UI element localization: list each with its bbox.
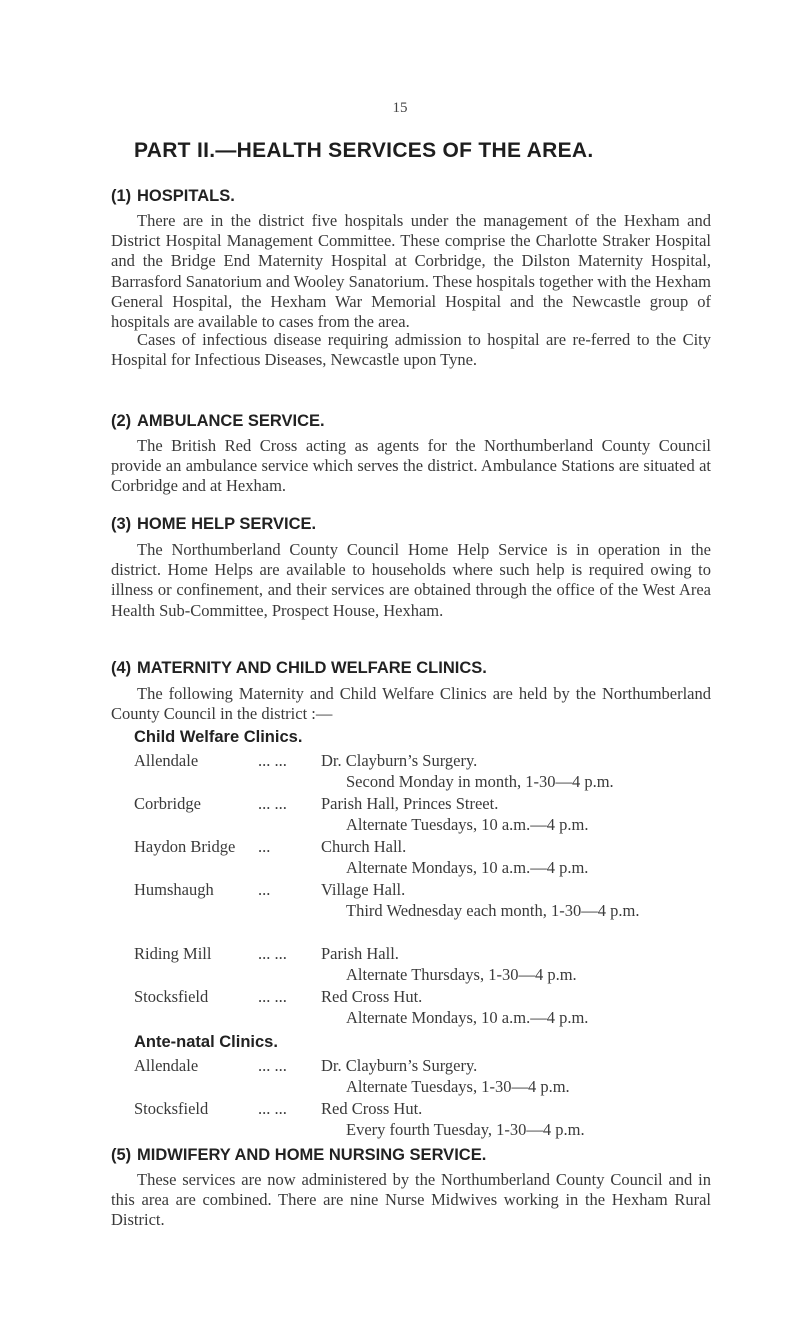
section-number: (1) <box>111 187 132 205</box>
section-heading-home-help-service <box>111 515 316 534</box>
clinic-place: Riding Mill <box>134 944 212 963</box>
section-number: (3) <box>111 515 132 533</box>
clinic-time: Alternate Mondays, 10 a.m.—4 p.m. <box>346 858 589 877</box>
clinic-time: Second Monday in month, 1-30—4 p.m. <box>346 772 614 791</box>
page-number: 15 <box>392 100 408 116</box>
clinic-place: Haydon Bridge <box>134 837 236 856</box>
clinic-venue: Dr. Clayburn’s Surgery. <box>321 1056 478 1075</box>
clinic-venue: Dr. Clayburn’s Surgery. <box>321 751 478 770</box>
section-title: AMBULANCE SERVICE. <box>137 412 325 430</box>
hospitals-paragraph-1: There are in the district five hospitals under the management of the Hexham and District Hospital Management Committee. These comprise the Charlotte Straker Hospital and the Bridge End Maternity Hospital at Corbridge, the Dilston Maternity Hospital, Barrasford Sanatorium and Wooley Sanatorium. These hospitals together with the Hexham General Hospital, the Hexham War Memorial Hospital and the Newcastle group of hospitals are available to cases from the area. <box>111 211 711 332</box>
clinic-place: Allendale <box>134 1056 199 1075</box>
section-title: MATERNITY AND CHILD WELFARE CLINICS. <box>137 659 487 677</box>
leader-dots: ... <box>258 880 271 899</box>
clinic-time: Every fourth Tuesday, 1-30—4 p.m. <box>346 1120 585 1139</box>
child-welfare-clinics-heading: Child Welfare Clinics. <box>134 728 303 746</box>
clinic-time: Alternate Mondays, 10 a.m.—4 p.m. <box>346 1008 589 1027</box>
section-title: HOME HELP SERVICE. <box>137 515 317 533</box>
clinic-place: Humshaugh <box>134 880 214 899</box>
section-title: MIDWIFERY AND HOME NURSING SERVICE. <box>137 1146 487 1164</box>
clinic-venue: Red Cross Hut. <box>321 987 423 1006</box>
clinic-time: Third Wednesday each month, 1-30—4 p.m. <box>346 901 640 920</box>
clinic-place: Allendale <box>134 751 199 770</box>
clinic-venue: Church Hall. <box>321 837 407 856</box>
section-heading-ambulance-service <box>111 412 325 431</box>
clinic-venue: Red Cross Hut. <box>321 1099 423 1118</box>
clinic-place: Stocksfield <box>134 1099 209 1118</box>
clinic-time: Alternate Tuesdays, 1-30—4 p.m. <box>346 1077 570 1096</box>
clinic-place: Stocksfield <box>134 987 209 1006</box>
leader-dots: ... ... <box>258 987 287 1006</box>
clinic-venue: Parish Hall. <box>321 944 399 963</box>
midwifery-paragraph: These services are now administered by the Northumberland County Council and in this area are combined. There are nine Nurse Midwives working in the Hexham Rural District. <box>111 1170 711 1230</box>
part-title: PART II.—HEALTH SERVICES OF THE AREA. <box>134 139 594 162</box>
leader-dots: ... ... <box>258 1099 287 1118</box>
leader-dots: ... ... <box>258 794 287 813</box>
section-heading-midwifery-service <box>111 1146 486 1165</box>
leader-dots: ... ... <box>258 751 287 770</box>
clinic-place: Corbridge <box>134 794 201 813</box>
leader-dots: ... ... <box>258 944 287 963</box>
section-number: (4) <box>111 659 132 677</box>
section-heading-maternity-clinics <box>111 659 487 678</box>
section-title: HOSPITALS. <box>137 187 235 205</box>
section-heading-hospitals <box>111 187 235 206</box>
hospitals-paragraph-2: Cases of infectious disease requiring admission to hospital are re-ferred to the City Hospital for Infectious Diseases, Newcastle upon Tyne. <box>111 330 711 370</box>
maternity-paragraph: The following Maternity and Child Welfare Clinics are held by the Northumberland County Council in the district :— <box>111 684 711 724</box>
leader-dots: ... ... <box>258 1056 287 1075</box>
ante-natal-clinics-heading: Ante-natal Clinics. <box>134 1033 278 1051</box>
clinic-time: Alternate Tuesdays, 10 a.m.—4 p.m. <box>346 815 589 834</box>
home-help-paragraph: The Northumberland County Council Home Help Service is in operation in the district. Home Helps are available to households where such help is required owing to illness or confinement, and their services are obtained through the office of the West Area Health Sub-Committee, Prospect House, Hexham. <box>111 540 711 620</box>
clinic-time: Alternate Thursdays, 1-30—4 p.m. <box>346 965 577 984</box>
section-number: (2) <box>111 412 132 430</box>
section-number: (5) <box>111 1146 132 1164</box>
ambulance-paragraph: The British Red Cross acting as agents for the Northumberland County Council provide an ambulance service which serves the district. Ambulance Stations are situated at Corbridge and at Hexham. <box>111 436 711 496</box>
clinic-venue: Village Hall. <box>321 880 406 899</box>
leader-dots: ... <box>258 837 271 856</box>
clinic-venue: Parish Hall, Princes Street. <box>321 794 499 813</box>
